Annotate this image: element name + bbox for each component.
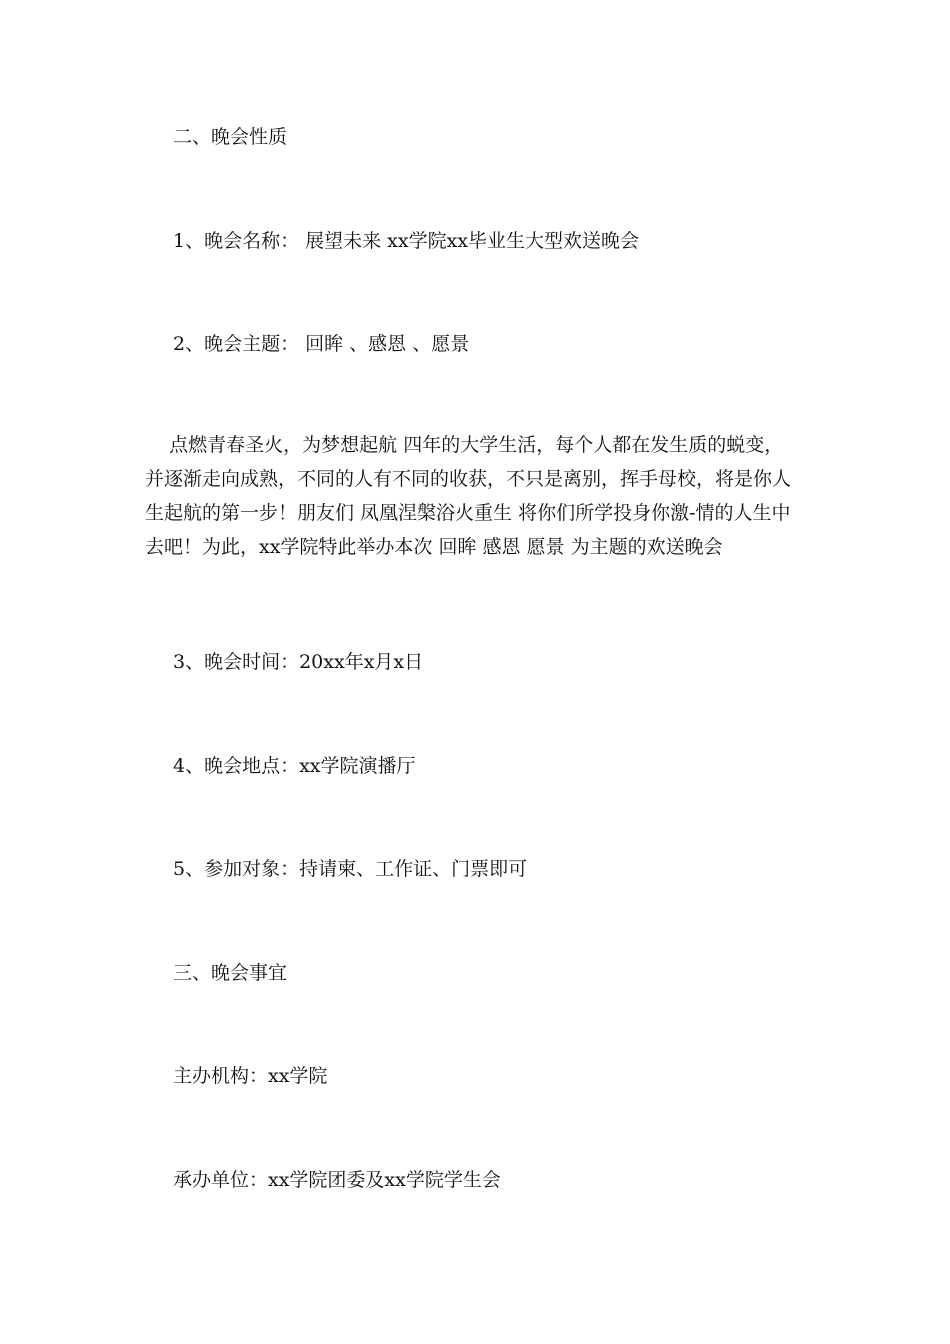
item-gala-theme: 2、晚会主题： 回眸 、感恩 、愿景 (173, 333, 470, 355)
section-heading-nature: 二、晚会性质 (173, 126, 288, 148)
item-gala-venue: 4、晚会地点：xx学院演播厅 (173, 755, 416, 777)
intro-paragraph (145, 428, 810, 564)
organizer-line: 主办机构：xx学院 (173, 1065, 328, 1087)
section-heading-matters: 三、晚会事宜 (173, 962, 288, 984)
paragraph-line: 生起航的第一步！朋友们 凤凰涅槃浴火重生 将你们所学投身你激-情的人生中 (145, 502, 791, 524)
item-gala-time: 3、晚会时间：20xx年x月x日 (173, 651, 424, 673)
co-organizer-line: 承办单位：xx学院团委及xx学院学生会 (173, 1169, 501, 1191)
paragraph-line: 并逐渐走向成熟，不同的人有不同的收获，不只是离别，挥手母校，将是你人 (145, 468, 792, 490)
item-gala-name: 1、晚会名称： 展望未来 xx学院xx毕业生大型欢送晚会 (173, 230, 640, 252)
item-attendees: 5、参加对象：持请柬、工作证、门票即可 (173, 858, 528, 880)
paragraph-line: 点燃青春圣火，为梦想起航 四年的大学生活，每个人都在发生质的蜕变， (145, 434, 784, 456)
paragraph-line: 去吧！为此，xx学院特此举办本次 回眸 感恩 愿景 为主题的欢送晚会 (145, 536, 723, 558)
